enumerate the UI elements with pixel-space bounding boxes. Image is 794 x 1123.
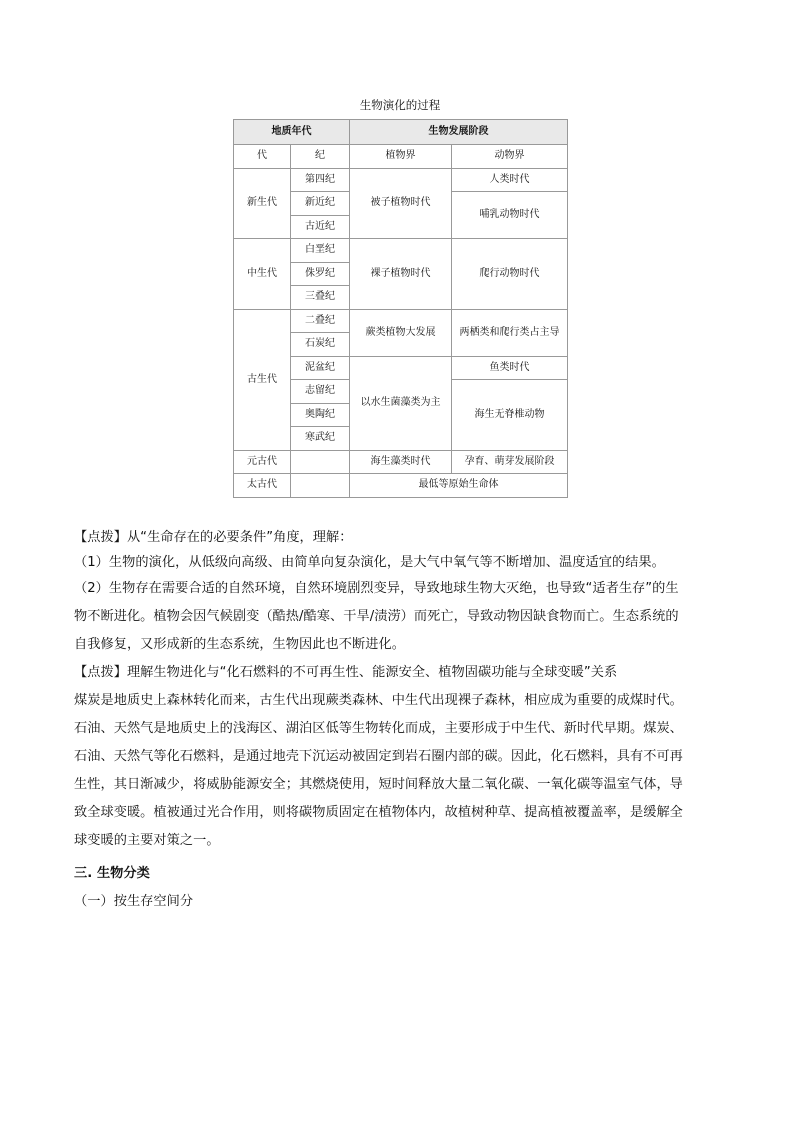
period-cell: 寒武纪 (291, 427, 350, 451)
paragraph-fossil-fuel-line-5: 球变暖的主要对策之一。 (74, 833, 220, 848)
era-cell: 太古代 (234, 474, 291, 498)
period-cell: 二叠纪 (291, 309, 350, 333)
era-cell: 中生代 (234, 239, 291, 310)
paragraph-environment-line-2: 物不断进化。植物会因气候剧变（酷热/酷寒、干旱/渍涝）而死亡，导致动物因缺食物而亡。生态系统的 (74, 609, 679, 624)
paragraph-fossil-fuel-line-4: 致全球变暖。植被通过光合作用，则将碳物质固定在植物体内，故植树种草、提高植被覆盖率，是缓解全 (74, 805, 683, 820)
period-cell: 石炭纪 (291, 333, 350, 357)
paragraph-environment-line-3: 自我修复，又形成新的生态系统，生物因此也不断进化。 (74, 637, 405, 652)
paragraph-evolution: （1）生物的演化，从低级向高级、由简单向复杂演化，是大气中氧气等不断增加、温度适宜的结果。 (74, 555, 665, 570)
paragraph-fossil-fuel-line-1: 石油、天然气是地质史上的浅海区、湖泊区低等生物转化而成，主要形成于中生代、新时代早期。煤炭、 (74, 721, 683, 736)
paragraph-coal: 煤炭是地质史上森林转化而来，古生代出现蕨类森林、中生代出现裸子森林，相应成为重要的成煤时代。 (74, 693, 683, 708)
animal-stage-cell: 孕育、萌芽发展阶段 (452, 450, 568, 474)
section-heading: 三. 生物分类 (74, 866, 150, 881)
period-cell: 古近纪 (291, 215, 350, 239)
header-period: 纪 (291, 145, 350, 169)
period-cell-empty (291, 450, 350, 474)
era-cell: 元古代 (234, 450, 291, 474)
paragraph-fossil-fuel-line-2: 石油、天然气等化石燃料，是通过地壳下沉运动被固定到岩石圈内部的碳。因此，化石燃料，具有不可再 (74, 749, 683, 764)
header-geologic-age: 地质年代 (234, 120, 350, 145)
plant-stage-cell: 裸子植物时代 (350, 239, 452, 310)
header-era: 代 (234, 145, 291, 169)
tip-heading-2: 【点拨】理解生物进化与“化石燃料的不可再生性、能源安全、植物固碳功能与全球变暖”关系 (74, 665, 618, 680)
period-cell: 泥盆纪 (291, 356, 350, 380)
tip-heading-1: 【点拨】从“生命存在的必要条件”角度，理解： (74, 530, 353, 545)
animal-stage-cell: 鱼类时代 (452, 356, 568, 380)
period-cell: 侏罗纪 (291, 262, 350, 286)
animal-stage-cell: 海生无脊椎动物 (452, 380, 568, 451)
period-cell: 三叠纪 (291, 286, 350, 310)
period-cell-empty (291, 474, 350, 498)
table-caption: 生物演化的过程 (359, 98, 441, 112)
period-cell: 奥陶纪 (291, 403, 350, 427)
animal-stage-cell: 两栖类和爬行类占主导 (452, 309, 568, 356)
animal-stage-cell: 哺乳动物时代 (452, 192, 568, 239)
period-cell: 白垩纪 (291, 239, 350, 263)
plant-stage-cell: 以水生菌藻类为主 (350, 356, 452, 450)
era-cell: 古生代 (234, 309, 291, 450)
plant-stage-cell: 被子植物时代 (350, 168, 452, 239)
era-cell: 新生代 (234, 168, 291, 239)
evolution-table (233, 119, 568, 498)
plant-stage-cell: 蕨类植物大发展 (350, 309, 452, 356)
header-plants: 植物界 (350, 145, 452, 169)
period-cell: 第四纪 (291, 168, 350, 192)
paragraph-fossil-fuel-line-3: 生性，其日渐减少，将威胁能源安全；其燃烧使用，短时间释放大量二氧化碳、一氧化碳等温室气体，导 (74, 777, 683, 792)
subsection-heading: （一）按生存空间分 (74, 894, 194, 909)
animal-stage-cell: 爬行动物时代 (452, 239, 568, 310)
plant-stage-cell: 海生藻类时代 (350, 450, 452, 474)
header-life-stage: 生物发展阶段 (350, 120, 568, 145)
period-cell: 志留纪 (291, 380, 350, 404)
period-cell: 新近纪 (291, 192, 350, 216)
animal-stage-cell: 人类时代 (452, 168, 568, 192)
archean-life-cell: 最低等原始生命体 (350, 474, 568, 498)
header-animals: 动物界 (452, 145, 568, 169)
paragraph-environment-line-1: （2）生物存在需要合适的自然环境，自然环境剧烈变异，导致地球生物大灭绝，也导致“适者生存”的生 (74, 581, 679, 596)
